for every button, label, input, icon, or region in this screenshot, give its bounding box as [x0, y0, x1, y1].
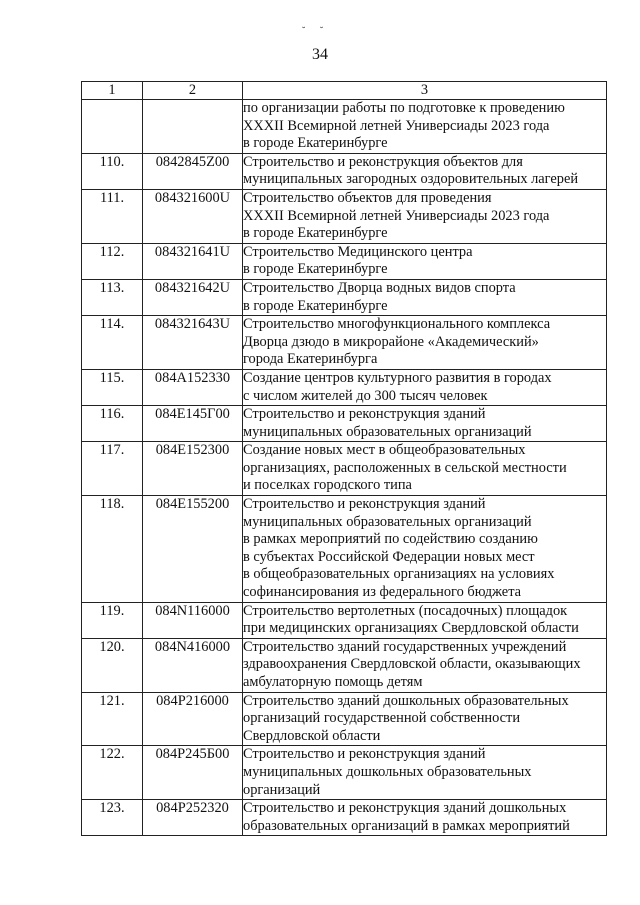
description-line: Строительство зданий государственных учреждений [243, 638, 567, 655]
row-number: 110. [82, 153, 143, 189]
description-line: в городе Екатеринбурге [243, 225, 388, 242]
description-line: в субъектах Российской Федерации новых мест [243, 548, 535, 565]
description-line: муниципальных дошкольных образовательных [243, 763, 532, 780]
description-line: Создание новых мест в общеобразовательных [243, 442, 526, 459]
row-description [243, 100, 607, 154]
description-line: Строительство и реконструкция зданий [243, 496, 486, 513]
description-line: здравоохранения Свердловской области, оказывающих [243, 656, 581, 673]
column-header-description: 3 [243, 82, 607, 100]
row-number: 112. [82, 243, 143, 279]
table-row [82, 153, 607, 189]
table-row [82, 316, 607, 370]
description-line: Строительство вертолетных (посадочных) площадок [243, 602, 568, 619]
row-number: 119. [82, 602, 143, 638]
description-line: Строительство и реконструкция объектов для [243, 153, 523, 170]
row-number: 120. [82, 638, 143, 692]
budget-codes-table [81, 81, 607, 836]
row-number: 116. [82, 406, 143, 442]
table-row [82, 800, 607, 836]
description-line: Строительство зданий дошкольных образовательных [243, 692, 569, 709]
description-line: XXXII Всемирной летней Универсиады 2023 года [243, 117, 550, 134]
row-description [243, 189, 607, 243]
row-description [243, 638, 607, 692]
description-line: Создание центров культурного развития в городах [243, 369, 552, 386]
table-row [82, 496, 607, 603]
scan-marks: ˘ ˘ [302, 26, 330, 37]
row-description [243, 316, 607, 370]
description-line: Строительство многофункционального комплекса [243, 316, 551, 333]
column-header-number: 1 [82, 82, 143, 100]
description-line: Строительство Медицинского центра [243, 243, 473, 260]
row-number: 118. [82, 496, 143, 603]
description-line: организаций [243, 781, 321, 798]
description-line: софинансирования из федерального бюджета [243, 584, 522, 601]
table-row [82, 406, 607, 442]
description-line: Свердловской области [243, 727, 381, 744]
row-description [243, 746, 607, 800]
row-code: 084N116000 [143, 602, 243, 638]
description-line: муниципальных загородных оздоровительных лагерей [243, 171, 579, 188]
row-code: 084P245Б00 [143, 746, 243, 800]
row-number: 121. [82, 692, 143, 746]
row-description [243, 496, 607, 603]
description-line: Дворца дзюдо в микрорайоне «Академический» [243, 333, 539, 350]
description-line: и поселках городского типа [243, 477, 412, 494]
description-line: с числом жителей до 300 тысяч человек [243, 387, 488, 404]
description-line: по организации работы по подготовке к проведению [243, 100, 565, 116]
table-row [82, 100, 607, 154]
description-line: в рамках мероприятий по содействию созданию [243, 531, 538, 548]
description-line: в городе Екатеринбурге [243, 297, 388, 314]
table-row [82, 442, 607, 496]
description-line: при медицинских организациях Свердловской области [243, 620, 579, 637]
row-description [243, 692, 607, 746]
page-number: 34 [312, 46, 328, 63]
row-number: 117. [82, 442, 143, 496]
row-code: 084321641U [143, 243, 243, 279]
row-code: 084321642U [143, 279, 243, 315]
row-description [243, 369, 607, 405]
row-number: 113. [82, 279, 143, 315]
table-header-row [82, 82, 607, 100]
description-line: в городе Екатеринбурге [243, 261, 388, 278]
row-code: 084P216000 [143, 692, 243, 746]
row-code: 084P252320 [143, 800, 243, 836]
table-row [82, 602, 607, 638]
row-number [82, 100, 143, 154]
row-code [143, 100, 243, 154]
row-description [243, 243, 607, 279]
row-code: 084E152300 [143, 442, 243, 496]
table-row [82, 243, 607, 279]
description-line: Строительство и реконструкция зданий [243, 406, 486, 423]
row-code: 084E155200 [143, 496, 243, 603]
description-line: Строительство Дворца водных видов спорта [243, 279, 516, 296]
description-line: муниципальных образовательных организаций [243, 423, 532, 440]
row-code: 0842845Z00 [143, 153, 243, 189]
table-body [82, 100, 607, 836]
description-line: города Екатеринбурга [243, 351, 378, 368]
description-line: организаций государственной собственности [243, 710, 521, 727]
row-code: 084N416000 [143, 638, 243, 692]
description-line: муниципальных образовательных организаций [243, 513, 532, 530]
row-description [243, 800, 607, 836]
description-line: Строительство и реконструкция зданий [243, 746, 486, 763]
description-line: в общеобразовательных организациях на условиях [243, 566, 555, 583]
row-number: 114. [82, 316, 143, 370]
table-row [82, 638, 607, 692]
row-number: 111. [82, 189, 143, 243]
row-description [243, 406, 607, 442]
row-description [243, 442, 607, 496]
description-line: образовательных организаций в рамках мероприятий [243, 817, 570, 834]
table-row [82, 189, 607, 243]
row-number: 115. [82, 369, 143, 405]
row-description [243, 153, 607, 189]
row-number: 122. [82, 746, 143, 800]
description-line: XXXII Всемирной летней Универсиады 2023 года [243, 207, 550, 224]
table-row [82, 369, 607, 405]
row-description [243, 602, 607, 638]
table-row [82, 692, 607, 746]
row-code: 084E145Г00 [143, 406, 243, 442]
description-line: в городе Екатеринбурге [243, 135, 388, 152]
table-row [82, 279, 607, 315]
description-line: Строительство и реконструкция зданий дошкольных [243, 800, 567, 817]
table-row [82, 746, 607, 800]
row-number: 123. [82, 800, 143, 836]
row-code: 084321600U [143, 189, 243, 243]
description-line: амбулаторную помощь детям [243, 674, 423, 690]
description-line: Строительство объектов для проведения [243, 189, 492, 206]
column-header-code: 2 [143, 82, 243, 100]
description-line: организациях, расположенных в сельской местности [243, 459, 567, 476]
row-description [243, 279, 607, 315]
row-code: 084A152330 [143, 369, 243, 405]
row-code: 084321643U [143, 316, 243, 370]
